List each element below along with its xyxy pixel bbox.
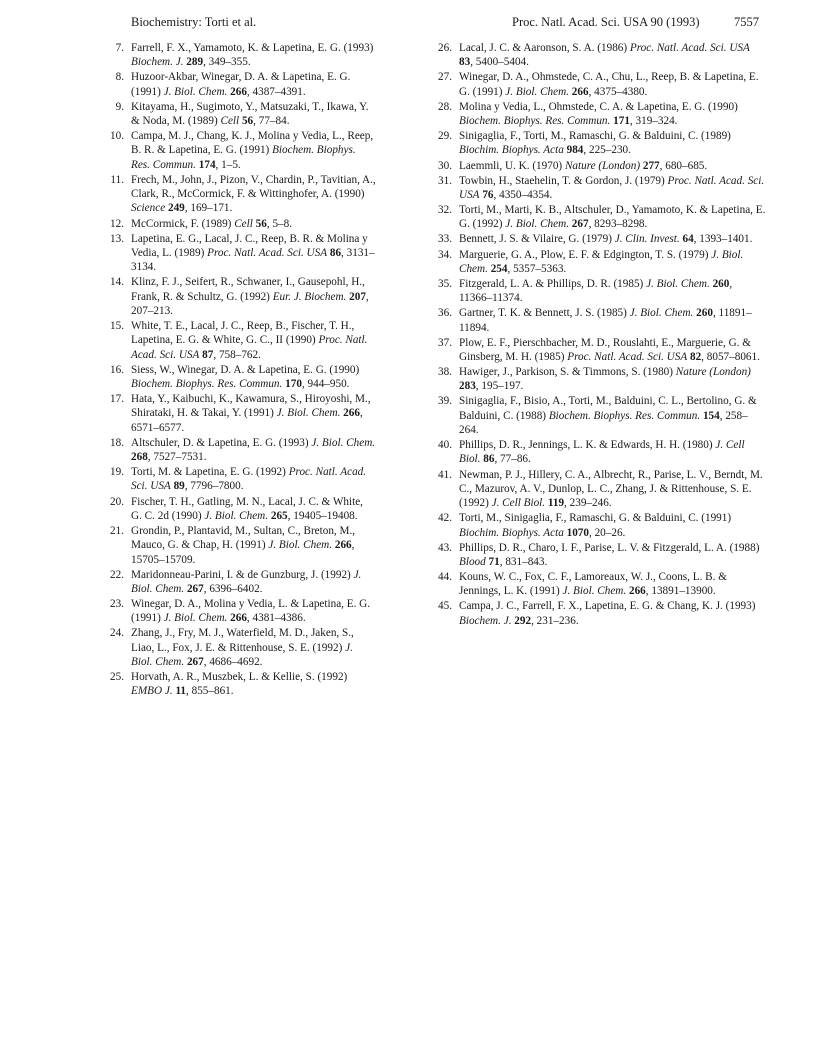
reference-text xyxy=(459,599,766,628)
reference-journal: J. Biol. Chem. xyxy=(204,509,269,522)
reference-authors: Hawiger, J., Parkison, S. & Timmons, S. (1980) xyxy=(459,366,673,379)
reference-authors: White, T. E., Lacal, J. C., Reep, B., Fischer, T. H., Lapetina, E. G. & White, G. C., II (1990) xyxy=(131,320,355,347)
reference-entry xyxy=(436,248,766,277)
reference-text xyxy=(459,100,766,129)
reference-journal: Nature (London) xyxy=(564,159,641,172)
reference-authors: Campa, J. C., Farrell, F. X., Lapetina, E. G. & Chang, K. J. (1993) xyxy=(459,600,756,613)
reference-entry xyxy=(108,100,376,129)
reference-volume: 267 xyxy=(186,656,204,669)
reference-volume: 265 xyxy=(270,509,288,522)
reference-pages: , 758–762. xyxy=(213,348,261,361)
reference-number: 42. xyxy=(438,512,452,525)
reference-volume: 266 xyxy=(230,612,247,625)
reference-pages: , 11366–11374. xyxy=(459,277,733,305)
reference-entry xyxy=(436,541,766,570)
reference-authors: Winegar, D. A., Ohmstede, C. A., Chu, L., Reep, B. & Lapetina, E. G. (1991) xyxy=(459,71,759,98)
reference-journal: Proc. Natl. Acad. Sci. USA xyxy=(459,174,765,201)
reference-pages: , 8293–8298. xyxy=(588,218,648,231)
reference-entry xyxy=(436,174,766,203)
reference-number: 44. xyxy=(438,571,452,584)
reference-journal: Proc. Natl. Acad. Sci. USA xyxy=(131,334,368,361)
reference-journal: J. Biol. Chem. xyxy=(268,539,333,552)
reference-authors: Klinz, F. J., Seifert, R., Schwaner, I., Gausepohl, H., Frank, R. & Schultz, G. (1992) xyxy=(131,276,365,303)
reference-authors: Marguerie, G. A., Plow, E. F. & Edgington, T. S. (1979) xyxy=(459,248,709,261)
reference-number: 23. xyxy=(110,598,124,611)
reference-entry xyxy=(108,70,376,99)
reference-journal: J. Cell Biol. xyxy=(491,497,546,510)
reference-pages: , 207–213. xyxy=(131,290,369,317)
reference-pages: , 4350–4354. xyxy=(493,188,553,201)
reference-pages: , 11891–11894. xyxy=(459,307,752,334)
reference-journal: Biochim. Biophys. Acta xyxy=(459,526,564,539)
reference-number: 36. xyxy=(438,307,452,320)
reference-authors: Huzoor-Akbar, Winegar, D. A. & Lapetina, E. G. (1991) xyxy=(131,71,351,98)
reference-volume: 260 xyxy=(712,277,730,290)
reference-entry xyxy=(108,626,376,669)
reference-volume: 266 xyxy=(571,85,589,98)
reference-text xyxy=(459,174,766,203)
reference-number: 18. xyxy=(110,436,124,449)
reference-number: 24. xyxy=(110,627,124,640)
reference-volume: 1070 xyxy=(566,526,589,539)
reference-authors: Torti, M. & Lapetina, E. G. (1992) xyxy=(131,466,286,479)
reference-entry xyxy=(108,41,376,70)
reference-entry xyxy=(436,599,766,628)
reference-text xyxy=(131,392,376,435)
reference-journal: Science xyxy=(131,202,166,215)
reference-entry xyxy=(436,41,766,70)
reference-pages: , 195–197. xyxy=(475,380,524,393)
reference-pages: , 19405–19408. xyxy=(287,509,358,522)
reference-volume: 267 xyxy=(186,582,204,595)
reference-authors: Zhang, J., Fry, M. J., Waterfield, M. D., Jaken, S., Liao, L., Fox, J. E. & Rittenhouse, S. E. (1992) xyxy=(131,627,354,654)
reference-pages: , 20–26. xyxy=(588,526,626,539)
reference-text xyxy=(131,436,376,465)
reference-authors: Lapetina, E. G., Lacal, J. C., Reep, B. R. & Molina y Vedia, L. (1989) xyxy=(131,232,368,259)
reference-volume: 268 xyxy=(131,451,148,464)
reference-entry xyxy=(436,306,766,335)
reference-journal: Proc. Natl. Acad. Sci. USA xyxy=(567,351,688,363)
reference-number: 41. xyxy=(438,468,452,481)
reference-number: 11. xyxy=(110,173,124,186)
reference-pages: , 258–264. xyxy=(459,409,748,437)
reference-volume: 86 xyxy=(483,453,495,466)
reference-text xyxy=(459,541,766,570)
reference-text xyxy=(459,277,766,306)
reference-number: 20. xyxy=(110,495,124,508)
reference-pages: , 13891–13900. xyxy=(645,585,716,598)
reference-authors: Frech, M., John, J., Pizon, V., Chardin, P., Tavitian, A., Clark, R., McCormick, F. & Wittinghofer, A. (1990) xyxy=(131,173,376,201)
reference-column-left xyxy=(108,41,376,700)
reference-journal: J. Biol. Chem. xyxy=(629,307,694,320)
reference-number: 28. xyxy=(438,100,452,113)
reference-text xyxy=(131,524,376,567)
reference-volume: 283 xyxy=(459,380,476,393)
reference-authors: Lacal, J. C. & Aaronson, S. A. (1986) xyxy=(459,42,628,54)
reference-journal: EMBO J. xyxy=(131,685,173,698)
reference-journal: Biochem. J. xyxy=(131,56,184,69)
reference-number: 30. xyxy=(438,159,452,172)
reference-authors: Hata, Y., Kaibuchi, K., Kawamura, S., Hiroyoshi, M., Shirataki, H. & Takai, Y. (1991) xyxy=(131,393,371,420)
reference-number: 39. xyxy=(438,395,452,408)
reference-pages: , 5357–5363. xyxy=(507,262,567,275)
reference-volume: 170 xyxy=(285,378,302,390)
reference-number: 25. xyxy=(110,671,124,684)
reference-number: 29. xyxy=(438,130,452,143)
reference-number: 38. xyxy=(438,366,452,379)
page-header xyxy=(0,14,816,34)
reference-number: 21. xyxy=(110,524,124,537)
reference-entry xyxy=(108,363,376,392)
reference-text xyxy=(459,394,766,437)
reference-entry xyxy=(108,217,376,231)
reference-entry xyxy=(108,275,376,318)
reference-journal: Biochem. Biophys. Res. Commun. xyxy=(131,378,283,390)
reference-authors: McCormick, F. (1989) xyxy=(131,217,232,230)
reference-pages: , 4387–4391. xyxy=(246,85,306,98)
reference-authors: Siess, W., Winegar, D. A. & Lapetina, E. G. (1990) xyxy=(131,363,360,376)
reference-text xyxy=(459,70,766,99)
reference-authors: Gartner, T. K. & Bennett, J. S. (1985) xyxy=(459,307,627,320)
reference-number: 40. xyxy=(438,439,452,452)
reference-entry xyxy=(108,319,376,362)
reference-column-right xyxy=(436,41,766,629)
reference-entry xyxy=(108,173,376,216)
reference-pages: , 169–171. xyxy=(184,202,233,215)
reference-journal: J. Biol. Chem. xyxy=(311,436,376,449)
reference-text xyxy=(131,626,376,669)
reference-text xyxy=(459,248,766,277)
reference-text xyxy=(459,468,766,511)
reference-number: 26. xyxy=(438,42,452,54)
reference-journal: J. Cell Biol. xyxy=(459,439,745,466)
reference-pages: , 4686–4692. xyxy=(203,656,263,669)
reference-authors: Altschuler, D. & Lapetina, E. G. (1993) xyxy=(131,436,309,449)
reference-text xyxy=(131,100,376,129)
reference-entry xyxy=(108,670,376,699)
reference-text xyxy=(131,275,376,318)
reference-pages: , 5–8. xyxy=(266,217,293,230)
reference-number: 27. xyxy=(438,71,452,84)
reference-pages: , 225–230. xyxy=(583,144,631,157)
reference-volume: 289 xyxy=(186,56,204,69)
reference-text xyxy=(459,570,766,599)
reference-authors: Laemmli, U. K. (1970) xyxy=(459,159,563,172)
reference-authors: Phillips, D. R., Jennings, L. K. & Edwards, H. H. (1980) xyxy=(459,439,713,452)
reference-journal: Proc. Natl. Acad. Sci. USA xyxy=(131,466,367,493)
reference-number: 12. xyxy=(110,217,124,230)
reference-journal: J. Clin. Invest. xyxy=(614,233,680,246)
reference-entry xyxy=(108,436,376,465)
reference-volume: 119 xyxy=(547,497,565,510)
reference-journal: Biochim. Biophys. Acta xyxy=(459,144,564,157)
reference-text xyxy=(459,438,766,467)
reference-pages: , 944–950. xyxy=(301,378,350,390)
reference-volume: 260 xyxy=(696,307,713,320)
reference-journal: J. Biol. Chem. xyxy=(562,585,627,598)
reference-volume: 249 xyxy=(167,202,185,215)
reference-volume: 267 xyxy=(571,218,589,231)
reference-entry xyxy=(108,495,376,524)
reference-journal: Cell xyxy=(234,217,253,230)
reference-pages: , 7796–7800. xyxy=(184,480,244,493)
reference-pages: , 1–5. xyxy=(215,158,241,171)
reference-volume: 154 xyxy=(702,409,720,422)
reference-number: 33. xyxy=(438,233,452,246)
reference-pages: , 680–685. xyxy=(659,159,708,172)
reference-text xyxy=(459,336,766,365)
reference-authors: Kitayama, H., Sugimoto, Y., Matsuzaki, T., Ikawa, Y. & Noda, M. (1989) xyxy=(131,100,369,128)
reference-volume: 11 xyxy=(175,685,187,698)
reference-entry xyxy=(436,277,766,306)
reference-number: 43. xyxy=(438,541,452,554)
reference-number: 7. xyxy=(115,42,124,54)
reference-entry xyxy=(436,70,766,99)
reference-pages: , 5400–5404. xyxy=(470,56,529,69)
reference-entry xyxy=(108,524,376,567)
reference-journal: Proc. Natl. Acad. Sci. USA xyxy=(629,42,750,54)
reference-entry xyxy=(436,570,766,599)
reference-volume: 266 xyxy=(343,407,360,420)
reference-journal: Biochem. J. xyxy=(459,614,512,627)
reference-pages: , 4375–4380. xyxy=(588,85,648,98)
reference-number: 45. xyxy=(438,600,452,613)
reference-number: 32. xyxy=(438,204,452,217)
reference-authors: Newman, P. J., Hillery, C. A., Albrecht, R., Parise, L. V., Berndt, M. C., Mazurov, A. V., Dunlop, L. C., Zhang, J. & Rittenhouse, S. E. (1992) xyxy=(459,468,763,510)
reference-journal: Cell xyxy=(220,115,240,128)
reference-text xyxy=(459,306,766,335)
reference-pages: , 3131–3134. xyxy=(131,246,375,274)
running-head-title: Biochemistry: Torti et al. xyxy=(131,15,257,29)
reference-volume: 86 xyxy=(329,246,342,259)
reference-journal: J. Biol. Chem. xyxy=(276,407,341,420)
reference-pages: , 4381–4386. xyxy=(246,612,306,625)
reference-entry xyxy=(108,129,376,172)
reference-volume: 76 xyxy=(482,188,494,201)
reference-volume: 82 xyxy=(689,351,702,363)
reference-entry xyxy=(436,159,766,173)
reference-text xyxy=(459,232,766,246)
reference-text xyxy=(131,363,376,392)
reference-volume: 56 xyxy=(241,115,254,128)
reference-text xyxy=(459,365,766,394)
reference-number: 37. xyxy=(438,336,452,349)
running-head-journal: Proc. Natl. Acad. Sci. USA 90 (1993) xyxy=(512,15,700,29)
reference-text xyxy=(459,203,766,232)
reference-number: 13. xyxy=(110,232,124,245)
reference-number: 9. xyxy=(115,100,124,113)
reference-number: 31. xyxy=(438,174,452,187)
reference-pages: , 855–861. xyxy=(186,685,234,698)
reference-authors: Fitzgerald, L. A. & Phillips, D. R. (1985) xyxy=(459,277,644,290)
reference-text xyxy=(131,173,376,216)
reference-entry xyxy=(436,203,766,232)
reference-volume: 266 xyxy=(230,85,247,98)
reference-volume: 984 xyxy=(566,144,584,157)
reference-entry xyxy=(436,232,766,246)
reference-text xyxy=(131,495,376,524)
reference-text xyxy=(131,568,376,597)
reference-journal: J. Biol. Chem. xyxy=(131,641,353,669)
reference-journal: Nature (London) xyxy=(675,366,751,379)
reference-pages: , 8057–8061. xyxy=(701,351,760,363)
reference-number: 10. xyxy=(110,130,124,143)
reference-number: 35. xyxy=(438,277,452,290)
reference-authors: Sinigaglia, F., Bisio, A., Torti, M., Balduini, C. L., Bertolino, G. & Balduini, C. (1988) xyxy=(459,395,757,422)
reference-number: 17. xyxy=(110,393,124,406)
page-number: 7557 xyxy=(734,15,759,29)
reference-journal: J. Biol. Chem. xyxy=(459,248,744,275)
reference-authors: Sinigaglia, F., Torti, M., Ramaschi, G. & Balduini, C. (1989) xyxy=(459,130,731,143)
reference-volume: 83 xyxy=(459,56,471,69)
reference-text xyxy=(131,465,376,494)
reference-text xyxy=(459,41,766,70)
reference-authors: Campa, M. J., Chang, K. J., Molina y Vedia, L., Reep, B. R. & Lapetina, E. G. (1991) xyxy=(131,130,374,157)
reference-volume: 71 xyxy=(488,555,500,568)
reference-volume: 207 xyxy=(349,290,366,303)
reference-volume: 64 xyxy=(682,233,694,246)
reference-pages: , 77–86. xyxy=(494,453,531,466)
reference-entry xyxy=(108,597,376,626)
reference-journal: J. Biol. Chem. xyxy=(505,85,569,98)
reference-text xyxy=(459,159,766,173)
reference-pages: , 7527–7531. xyxy=(147,451,207,464)
reference-volume: 87 xyxy=(202,348,214,361)
reference-entry xyxy=(436,468,766,511)
reference-authors: Farrell, F. X., Yamamoto, K. & Lapetina, E. G. (1993) xyxy=(131,42,374,54)
reference-entry xyxy=(436,100,766,129)
reference-entry xyxy=(436,511,766,540)
reference-journal: J. Biol. Chem. xyxy=(163,612,228,625)
reference-text xyxy=(131,41,376,70)
reference-entry xyxy=(108,232,376,275)
reference-entry xyxy=(108,465,376,494)
reference-journal: Biochem. Biophys. Res. Commun. xyxy=(131,144,356,171)
reference-authors: Towbin, H., Staehelin, T. & Gordon, J. (1979) xyxy=(459,174,665,187)
reference-pages: , 6396–6402. xyxy=(203,582,263,595)
reference-volume: 56 xyxy=(255,217,267,230)
reference-journal: J. Biol. Chem. xyxy=(131,568,362,595)
reference-number: 22. xyxy=(110,568,124,581)
reference-pages: , 77–84. xyxy=(253,115,290,128)
reference-journal: J. Biol. Chem. xyxy=(163,85,228,98)
reference-volume: 277 xyxy=(642,159,660,172)
reference-volume: 266 xyxy=(628,585,646,598)
reference-entry xyxy=(108,392,376,435)
reference-text xyxy=(131,670,376,699)
reference-text xyxy=(131,129,376,172)
reference-number: 34. xyxy=(438,248,452,261)
reference-entry xyxy=(436,394,766,437)
reference-pages: , 349–355. xyxy=(203,56,251,69)
reference-number: 16. xyxy=(110,363,124,376)
reference-authors: Horvath, A. R., Muszbek, L. & Kellie, S. (1992) xyxy=(131,671,348,684)
reference-journal: Eur. J. Biochem. xyxy=(272,290,347,303)
reference-authors: Kouns, W. C., Fox, C. F., Lamoreaux, W. J., Coons, L. B. & Jennings, L. K. (1991) xyxy=(459,571,727,598)
reference-authors: Maridonneau-Parini, I. & de Gunzburg, J. (1992) xyxy=(131,568,351,581)
reference-pages: , 831–843. xyxy=(499,555,548,568)
reference-text xyxy=(131,597,376,626)
reference-authors: Plow, E. F., Pierschbacher, M. D., Rouslahti, E., Marguerie, G. & Ginsberg, M. H. (1985) xyxy=(459,336,751,363)
reference-journal: Blood xyxy=(459,555,486,568)
reference-entry xyxy=(436,438,766,467)
reference-volume: 174 xyxy=(198,158,216,171)
reference-text xyxy=(131,70,376,99)
reference-entry xyxy=(108,568,376,597)
reference-volume: 292 xyxy=(514,614,532,627)
reference-authors: Winegar, D. A., Molina y Vedia, L. & Lapetina, E. G. (1991) xyxy=(131,598,371,625)
reference-text xyxy=(131,319,376,362)
reference-text xyxy=(459,511,766,540)
reference-volume: 254 xyxy=(490,262,508,275)
reference-authors: Grondin, P., Plantavid, M., Sultan, C., Breton, M., Mauco, G. & Chap, H. (1991) xyxy=(131,524,356,552)
reference-pages: , 319–324. xyxy=(629,115,678,128)
reference-authors: Phillips, D. R., Charo, I. F., Parise, L. V. & Fitzgerald, L. A. (1988) xyxy=(459,541,760,554)
reference-pages: , 239–246. xyxy=(564,497,612,510)
reference-volume: 171 xyxy=(613,115,630,128)
reference-number: 15. xyxy=(110,320,124,333)
reference-number: 14. xyxy=(110,276,124,289)
reference-volume: 266 xyxy=(334,539,352,552)
reference-number: 19. xyxy=(110,466,124,479)
reference-pages: , 6571–6577. xyxy=(131,407,363,434)
reference-volume: 89 xyxy=(173,480,185,493)
reference-entry xyxy=(436,129,766,158)
reference-pages: , 15705–15709. xyxy=(131,539,355,566)
reference-pages: , 231–236. xyxy=(531,614,579,627)
reference-authors: Torti, M., Marti, K. B., Altschuler, D., Yamamoto, K. & Lapetina, E. G. (1992) xyxy=(459,204,766,231)
reference-journal: J. Biol. Chem. xyxy=(505,218,569,231)
reference-number: 8. xyxy=(115,71,124,84)
reference-journal: Biochem. Biophys. Res. Commun. xyxy=(548,409,701,422)
reference-pages: , 1393–1401. xyxy=(693,233,753,246)
reference-authors: Molina y Vedia, L., Ohmstede, C. A. & Lapetina, E. G. (1990) xyxy=(459,100,738,113)
reference-authors: Torti, M., Sinigaglia, F., Ramaschi, G. & Balduini, C. (1991) xyxy=(459,512,732,525)
reference-journal: Biochem. Biophys. Res. Commun. xyxy=(459,115,611,128)
reference-authors: Bennett, J. S. & Vilaire, G. (1979) xyxy=(459,233,612,246)
reference-journal: J. Biol. Chem. xyxy=(646,277,710,290)
reference-journal: Proc. Natl. Acad. Sci. USA xyxy=(207,246,328,259)
reference-text xyxy=(131,232,376,275)
reference-authors: Fischer, T. H., Gatling, M. N., Lacal, J. C. & White, G. C. 2d (1990) xyxy=(131,495,363,522)
reference-text xyxy=(131,217,376,231)
reference-entry xyxy=(436,336,766,365)
reference-entry xyxy=(436,365,766,394)
reference-text xyxy=(459,129,766,158)
